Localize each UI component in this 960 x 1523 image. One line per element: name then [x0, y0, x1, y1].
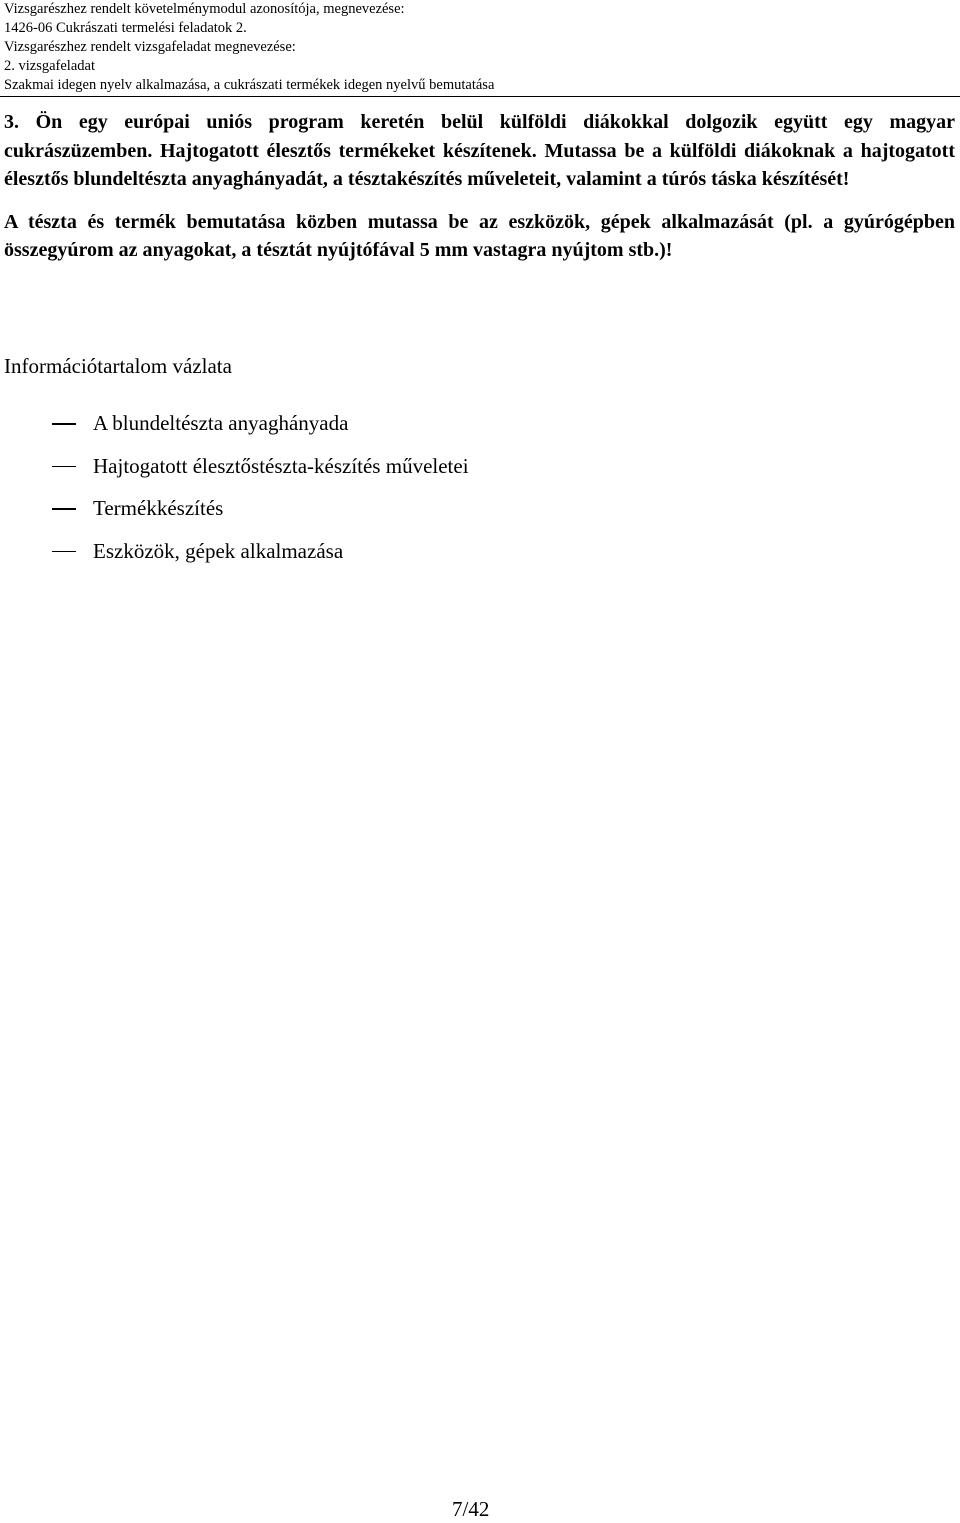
- header-task-label: Vizsgarészhez rendelt vizsgafeladat megnevezése:: [4, 39, 296, 55]
- dash-bullet-icon: [52, 508, 76, 510]
- exam-header: [4, 0, 954, 95]
- outline-item-text: A blundeltészta anyaghányada: [93, 411, 349, 435]
- dash-bullet-icon: [52, 466, 76, 468]
- header-divider: [0, 96, 960, 97]
- task-description: [4, 108, 955, 265]
- outline-title: Információtartalom vázlata: [4, 354, 232, 378]
- outline-item-text: Hajtogatott élesztőstészta-készítés műveletei: [93, 453, 469, 478]
- outline-item-text: Termékkészítés: [93, 496, 224, 521]
- header-module-label: Vizsgarészhez rendelt követelménymodul azonosítója, megnevezése:: [4, 1, 405, 17]
- dash-bullet-icon: [52, 423, 76, 425]
- outline-item-text: Eszközök, gépek alkalmazása: [93, 538, 344, 563]
- dash-bullet-icon: [52, 551, 76, 553]
- header-task-name: Szakmai idegen nyelv alkalmazása, a cukrászati termékek idegen nyelvű bemutatása: [4, 77, 495, 93]
- task-paragraph-main: 3. Ön egy európai uniós program keretén belül külföldi diákokkal dolgozik együtt egy magyar cukrászüzemben. Hajtogatott élesztős termékeket készítenek. Mutassa be a külföldi diákoknak a hajtogatott élesztős blundeltészta anyaghányadát, a tésztakészítés műveleteit, valamint a túrós táska készítését!: [4, 111, 955, 190]
- header-module-name: 1426-06 Cukrászati termelési feladatok 2.: [4, 20, 247, 36]
- header-task-number: 2. vizsgafeladat: [4, 58, 95, 74]
- task-paragraph-tools: A tészta és termék bemutatása közben mutassa be az eszközök, gépek alkalmazását (pl. a gyúrógépben összegyúrom az anyagokat, a tésztát nyújtófával 5 mm vastagra nyújtom stb.)!: [4, 210, 955, 261]
- page-number: 7/42: [452, 1497, 490, 1521]
